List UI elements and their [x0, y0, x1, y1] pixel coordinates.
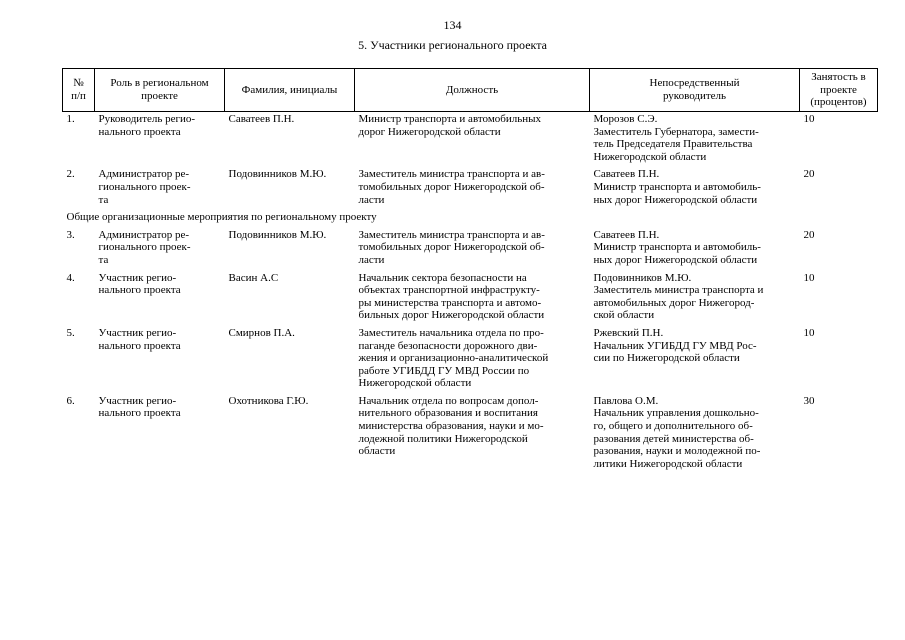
cell-load: 30 — [803, 394, 815, 407]
cell-name: Смирнов П.А. — [228, 326, 295, 339]
header-num: № п/п — [63, 69, 95, 112]
participants-table — [62, 68, 878, 474]
cell-supervisor: Саватеев П.Н. Министр транспорта и автомобиль- ных дорог Нижегородской области — [593, 168, 761, 206]
table-row — [63, 326, 878, 394]
group-heading: Общие организационные мероприятия по региональному проекту — [66, 211, 377, 224]
header-supervisor: Непосредственный руководитель — [590, 69, 800, 112]
cell-load: 20 — [803, 228, 815, 241]
cell-position: Министр транспорта и автомобильных дорог Нижегородской области — [358, 113, 542, 138]
cell-load: 10 — [803, 113, 815, 125]
header-row — [63, 69, 878, 112]
table-row — [63, 271, 878, 326]
cell-position: Заместитель начальника отдела по про- паганде безопасности дорожного дви- жения и организационно-аналитической работе УГИБДД ГУ МВД России по Нижегородской области — [358, 326, 549, 390]
cell-position: Начальник сектора безопасности на объектах транспортной инфраструкту- ры министерства транспорта и автомо- бильных дорог Нижегородской области — [358, 271, 545, 322]
table-row — [63, 167, 878, 210]
cell-num: 3. — [66, 228, 75, 241]
cell-num: 5. — [66, 326, 75, 339]
table-row — [63, 112, 878, 168]
cell-name: Саватеев П.Н. — [228, 113, 295, 125]
table-row — [63, 228, 878, 271]
cell-name: Охотникова Г.Ю. — [228, 394, 309, 407]
cell-role: Участник регио- нального проекта — [98, 394, 181, 420]
cell-role: Участник регио- нального проекта — [98, 326, 181, 352]
cell-role: Администратор ре- гионального проек- та — [98, 228, 191, 266]
cell-num: 1. — [66, 113, 75, 125]
header-name: Фамилия, инициалы — [225, 69, 355, 112]
cell-role: Руководитель регио- нального проекта — [98, 113, 196, 138]
header-load: Занятость в проекте (процентов) — [800, 69, 878, 112]
table-body — [63, 112, 878, 475]
cell-name: Подовинников М.Ю. — [228, 228, 327, 241]
cell-load: 10 — [803, 326, 815, 339]
table-header — [63, 69, 878, 112]
header-role: Роль в региональном проекте — [95, 69, 225, 112]
cell-num: 2. — [66, 168, 75, 181]
cell-supervisor: Ржевский П.Н. Начальник УГИБДД ГУ МВД Рос- сии по Нижегородской области — [593, 326, 757, 365]
group-heading-row — [63, 210, 878, 228]
cell-supervisor: Саватеев П.Н. Министр транспорта и автомобиль- ных дорог Нижегородской области — [593, 228, 761, 266]
cell-load: 20 — [803, 168, 815, 181]
header-position: Должность — [355, 69, 590, 112]
section-title: 5. Участники регионального проекта — [358, 38, 547, 52]
cell-load: 10 — [803, 271, 815, 284]
cell-position: Начальник отдела по вопросам допол- нительного образования и воспитания министерства образования, науки и мо- лодежной политики Нижегородской области — [358, 394, 544, 458]
cell-supervisor: Морозов С.Э. Заместитель Губернатора, замести- тель Председателя Правительства Нижегородской области — [593, 113, 759, 163]
cell-position: Заместитель министра транспорта и ав- томобильных дорог Нижегородской об- ласти — [358, 168, 545, 206]
cell-name: Васин А.С — [228, 271, 279, 284]
page-number: 134 — [443, 18, 462, 32]
cell-position: Заместитель министра транспорта и ав- томобильных дорог Нижегородской об- ласти — [358, 228, 545, 266]
cell-role: Администратор ре- гионального проек- та — [98, 168, 191, 206]
cell-supervisor: Павлова О.М. Начальник управления дошкольно- го, общего и дополнительного об- разования детей министерства об- разования, науки и молодежной по- литики Нижегородской области — [593, 394, 761, 470]
cell-supervisor: Подовинников М.Ю. Заместитель министра транспорта и автомобильных дорог Нижегород- ской области — [593, 271, 764, 322]
cell-num: 4. — [66, 271, 75, 284]
cell-name: Подовинников М.Ю. — [228, 168, 327, 181]
table-row — [63, 394, 878, 475]
cell-num: 6. — [66, 394, 75, 407]
cell-role: Участник регио- нального проекта — [98, 271, 181, 297]
